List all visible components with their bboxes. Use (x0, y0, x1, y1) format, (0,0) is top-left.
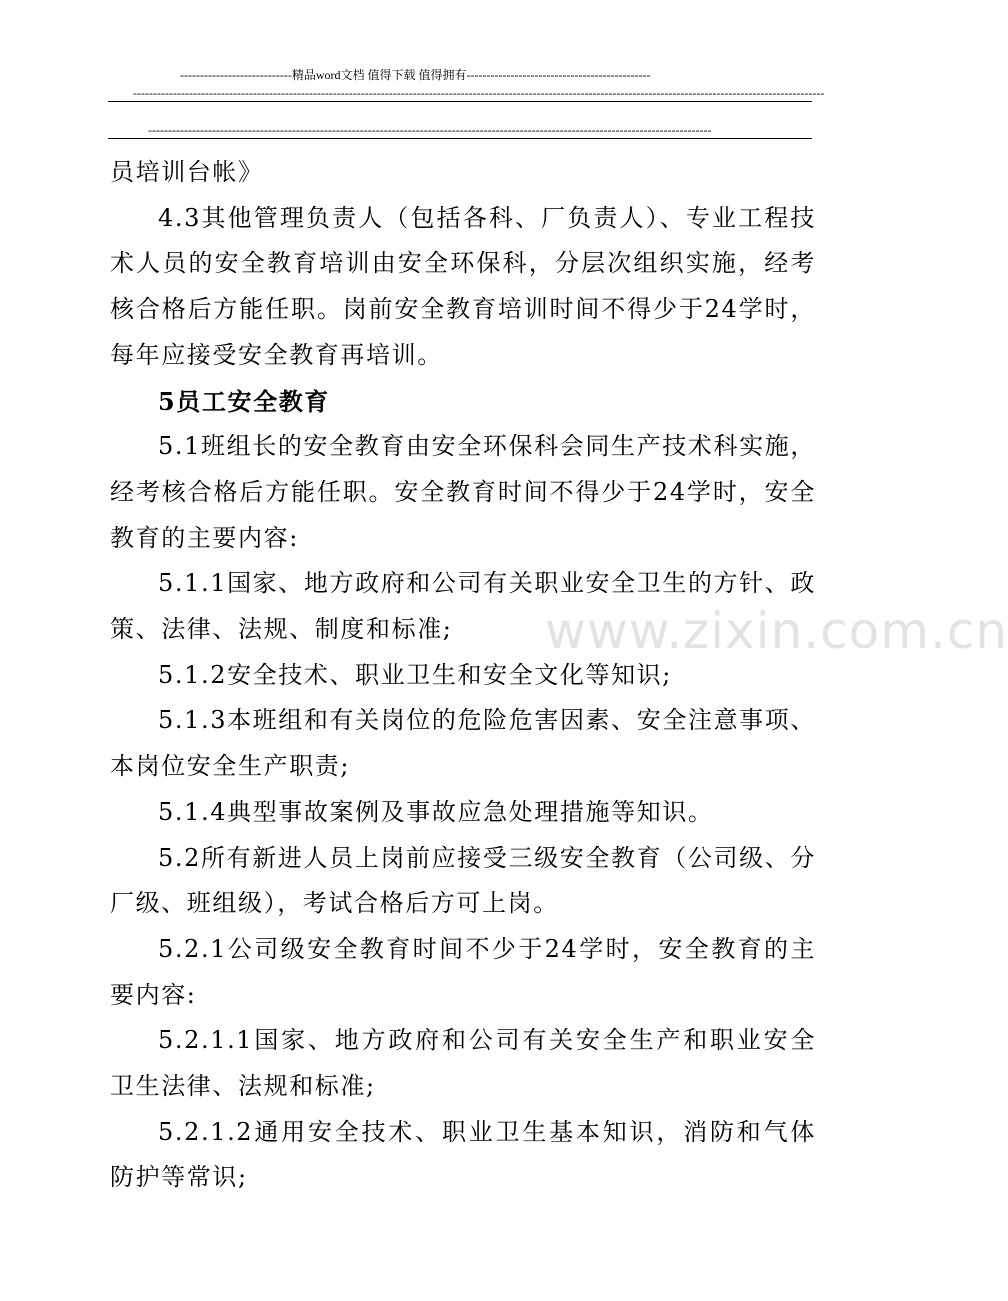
header-rule-bottom (108, 138, 812, 139)
paragraph-5-2: 5.2所有新进人员上岗前应接受三级安全教育（公司级、分厂级、班组级），考试合格后方可上岗。 (110, 843, 816, 918)
paragraph-continuation: 员培训台帐》 (110, 158, 264, 186)
paragraph-5-1: 5.1班组长的安全教育由安全环保科会同生产技术科实施，经考核合格后方能任职。安全教育时间不得少于24学时，安全教育的主要内容: (110, 432, 816, 552)
document-body (110, 150, 816, 1201)
paragraph-5-2-1-2: 5.2.1.2通用安全技术、职业卫生基本知识，消防和气体防护等常识; (110, 1117, 816, 1192)
header-dash-line-lower: --------------------------------------------------------------------------------------------------------------------------------------------- (148, 123, 712, 137)
paragraph-5-1-1: 5.1.1国家、地方政府和公司有关职业安全卫生的方针、政策、法律、法规、制度和标准; (110, 569, 816, 644)
paragraph-4-3: 4.3其他管理负责人（包括各科、厂负责人）、专业工程技术人员的安全教育培训由安全环保科，分层次组织实施，经考核合格后方能任职。岗前安全教育培训时间不得少于24学时，每年应接受安全教育再培训。 (110, 203, 816, 369)
section-heading-5: 5员工安全教育 (158, 386, 330, 416)
paragraph-5-2-1: 5.2.1公司级安全教育时间不少于24学时，安全教育的主要内容: (110, 934, 816, 1009)
paragraph-5-1-4: 5.1.4典型事故案例及事故应急处理措施等知识。 (158, 797, 714, 826)
paragraph-5-1-3: 5.1.3本班组和有关岗位的危险危害因素、安全注意事项、本岗位安全生产职责; (110, 706, 816, 781)
paragraph-5-1-2: 5.1.2安全技术、职业卫生和安全文化等知识; (158, 660, 672, 689)
header-rule-top (108, 101, 812, 102)
watermark-text: www.zixin.com.cn (545, 602, 1008, 660)
header-banner-line: ----------------------------精品word文档 值得下载 值得拥有---------------------------------------------- (180, 68, 651, 82)
header-dash-line: ----------------------------------------------------------------------------------------------------------------------------------------------------------------------------- (133, 86, 825, 100)
paragraph-5-2-1-1: 5.2.1.1国家、地方政府和公司有关安全生产和职业安全卫生法律、法规和标准; (110, 1026, 816, 1101)
